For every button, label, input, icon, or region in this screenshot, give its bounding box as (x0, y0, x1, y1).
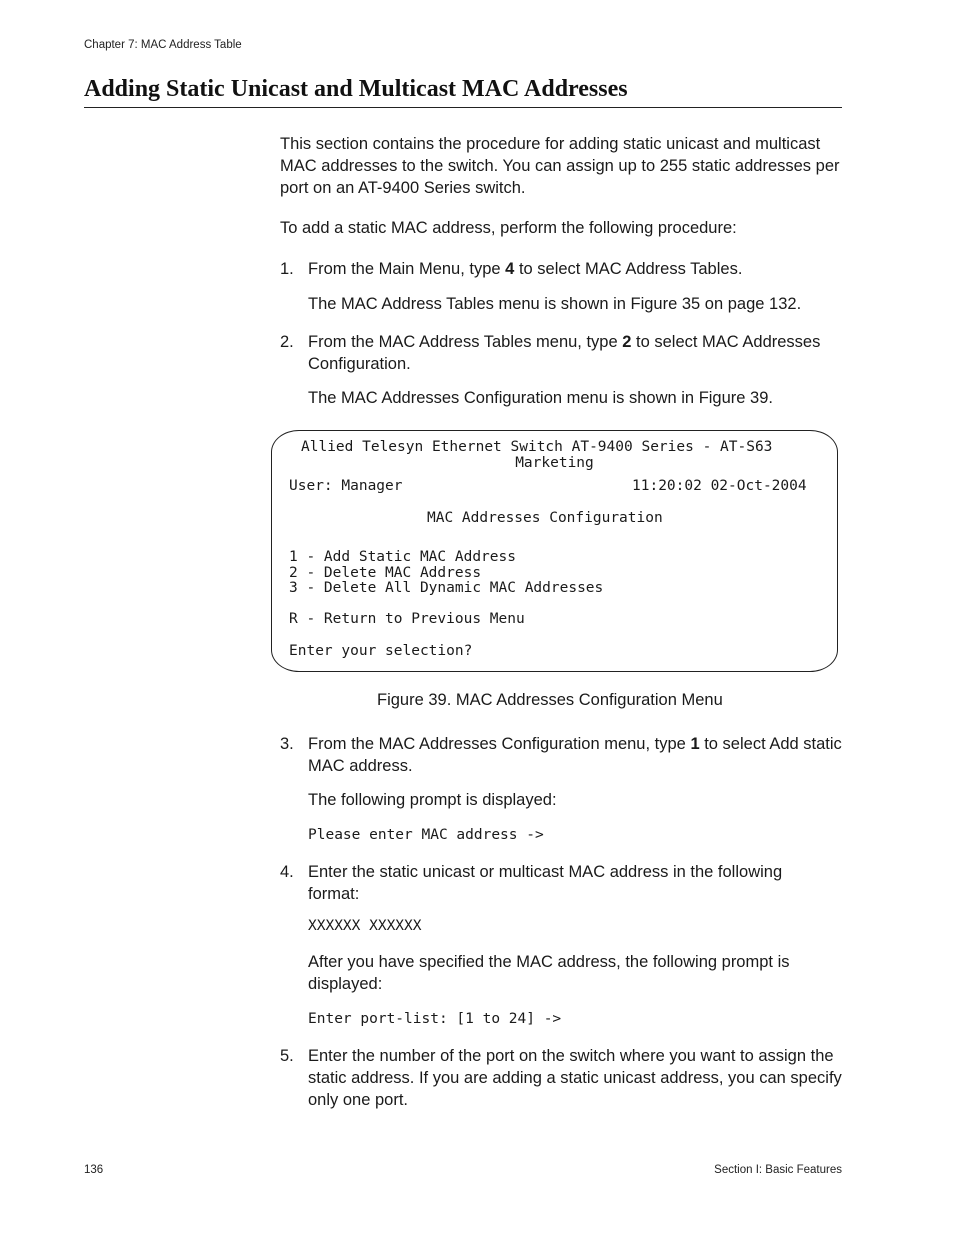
terminal-header-line: Allied Telesyn Ethernet Switch AT-9400 Series - AT-S63 (301, 439, 773, 455)
step-number: 5. (280, 1047, 294, 1065)
terminal-menu-option: 2 - Delete MAC Address (289, 565, 482, 581)
terminal-system-name: Marketing (515, 455, 594, 471)
intro-paragraph: This section contains the procedure for adding static unicast and multicast MAC addresses to the switch. You can assign up to 255 static addresses per port on an AT-9400 Series switch. (280, 135, 840, 197)
mac-format: XXXXXX XXXXXX (308, 918, 422, 934)
terminal-menu-option: 3 - Delete All Dynamic MAC Addresses (289, 580, 604, 596)
terminal-menu-option: 1 - Add Static MAC Address (289, 549, 516, 565)
step-5-text: Enter the number of the port on the switch where you want to assign the static address. If you are adding a static unicast address, you can specify only one port. (308, 1047, 842, 1109)
step-4-prompt-code: Enter port-list: [1 to 24] -> (308, 1011, 562, 1027)
terminal-datetime: 11:20:02 02-Oct-2004 (632, 478, 807, 494)
step-2-note: The MAC Addresses Configuration menu is shown in Figure 39. (308, 389, 773, 407)
step-3-key: 1 (690, 735, 700, 753)
step-number: 3. (280, 735, 294, 753)
step-number: 4. (280, 863, 294, 881)
step-3-prompt-code: Please enter MAC address -> (308, 827, 544, 843)
step-4-text: Enter the static unicast or multicast MAC address in the following format: (308, 863, 783, 903)
running-footer: Section I: Basic Features (714, 1164, 842, 1176)
step-3-text: From the MAC Addresses Configuration menu, type 1 to select Add static MAC address. (308, 735, 842, 775)
terminal-user: User: Manager (289, 478, 403, 494)
procedure-intro: To add a static MAC address, perform the following procedure: (280, 219, 737, 237)
page-number: 136 (84, 1164, 104, 1176)
terminal-menu-title: MAC Addresses Configuration (427, 510, 663, 526)
step-2-key: 2 (622, 333, 632, 351)
step-2-text: From the MAC Address Tables menu, type 2 to select MAC Addresses Configuration. (308, 333, 821, 373)
section-title: Adding Static Unicast and Multicast MAC Addresses (84, 76, 842, 108)
step-1-text: From the Main Menu, type 4 to select MAC Address Tables. (308, 260, 743, 278)
step-number: 2. (280, 333, 294, 351)
step-1-note: The MAC Address Tables menu is shown in Figure 35 on page 132. (308, 295, 802, 313)
step-4-note: After you have specified the MAC address, the following prompt is displayed: (308, 953, 790, 993)
step-1-key: 4 (505, 260, 515, 278)
terminal-prompt: Enter your selection? (289, 643, 473, 659)
step-3-note: The following prompt is displayed: (308, 791, 557, 809)
terminal-return-option: R - Return to Previous Menu (289, 611, 525, 627)
step-number: 1. (280, 260, 294, 278)
running-header: Chapter 7: MAC Address Table (84, 39, 242, 51)
figure-caption: Figure 39. MAC Addresses Configuration Menu (377, 691, 723, 709)
